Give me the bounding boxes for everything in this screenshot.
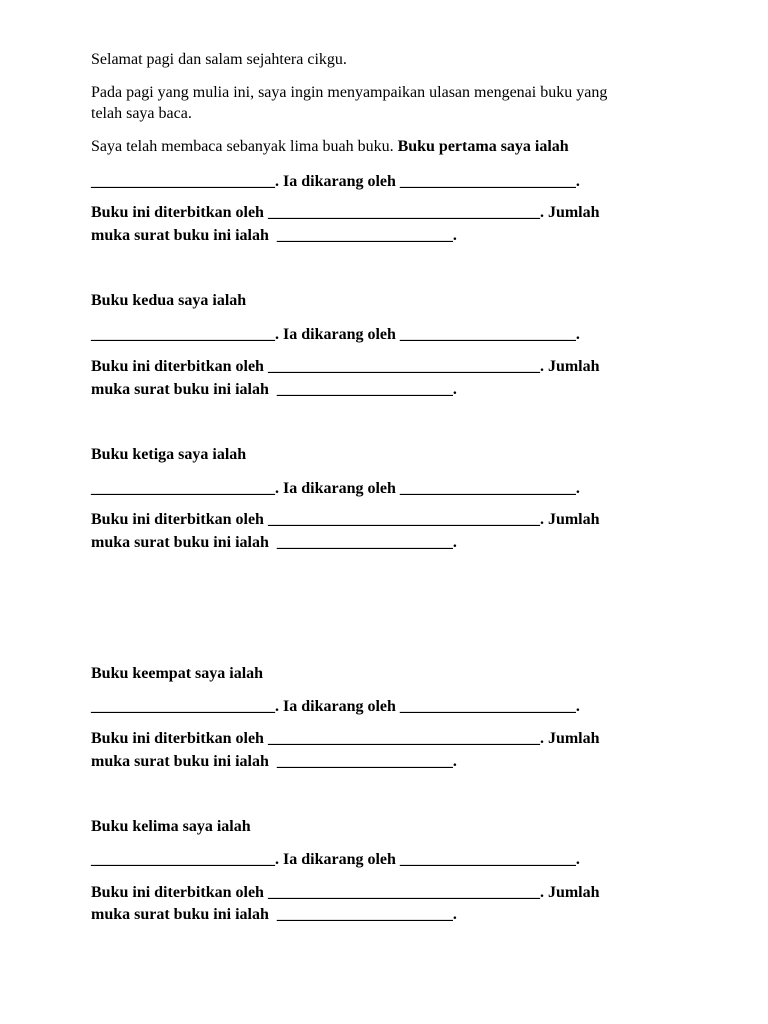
book-4-title-author-line bbox=[91, 697, 580, 717]
book-4-publisher-blank[interactable]: __________________________________ bbox=[267, 730, 540, 747]
book-4-title-blank[interactable]: _______________________ bbox=[91, 698, 275, 715]
publisher-label: Buku ini diterbitkan oleh bbox=[91, 511, 268, 528]
books-count-sentence bbox=[91, 137, 569, 157]
book-5-pages-blank[interactable]: ______________________ bbox=[276, 906, 453, 923]
jumlah-label: . Jumlah bbox=[539, 358, 600, 375]
author-label: . Ia dikarang oleh bbox=[275, 698, 400, 715]
book-3-pages-blank[interactable]: ______________________ bbox=[276, 534, 453, 551]
book-4-pages-line bbox=[91, 752, 457, 772]
author-label: . Ia dikarang oleh bbox=[275, 851, 400, 868]
author-label: . Ia dikarang oleh bbox=[275, 173, 400, 190]
book-3-publisher-blank[interactable]: __________________________________ bbox=[267, 511, 540, 528]
book-5-publisher-blank[interactable]: __________________________________ bbox=[267, 884, 540, 901]
book-4-pages-blank[interactable]: ______________________ bbox=[276, 753, 453, 770]
book-5-title-blank[interactable]: _______________________ bbox=[91, 851, 275, 868]
book-2-author-blank[interactable]: ______________________ bbox=[399, 326, 576, 343]
book-5-pages-line bbox=[91, 905, 457, 925]
intro-paragraph-line-1: Pada pagi yang mulia ini, saya ingin menyampaikan ulasan mengenai buku yang bbox=[91, 84, 608, 101]
book-1-author-blank[interactable]: ______________________ bbox=[399, 173, 576, 190]
book-2-pages-blank[interactable]: ______________________ bbox=[276, 381, 453, 398]
book-2-pages-line bbox=[91, 380, 457, 400]
book-3-publisher-line bbox=[91, 510, 600, 530]
book-1-publisher-line bbox=[91, 203, 600, 223]
period: . bbox=[575, 480, 580, 497]
book-2-publisher-blank[interactable]: __________________________________ bbox=[267, 358, 540, 375]
period: . bbox=[575, 326, 580, 343]
period: . bbox=[452, 381, 457, 398]
author-label: . Ia dikarang oleh bbox=[275, 326, 400, 343]
book-1-title-blank[interactable]: _______________________ bbox=[91, 173, 275, 190]
book-2-title-author-line bbox=[91, 325, 580, 345]
book-5-title-author-line bbox=[91, 850, 580, 870]
period: . bbox=[452, 753, 457, 770]
jumlah-label: . Jumlah bbox=[539, 511, 600, 528]
book-5-author-blank[interactable]: ______________________ bbox=[399, 851, 576, 868]
book-3-title-author-line bbox=[91, 479, 580, 499]
book-3-heading: Buku ketiga saya ialah bbox=[91, 446, 247, 463]
period: . bbox=[452, 227, 457, 244]
book-4-author-blank[interactable]: ______________________ bbox=[399, 698, 576, 715]
book-4-publisher-line bbox=[91, 729, 600, 749]
intro-paragraph-line-2: telah saya baca. bbox=[91, 105, 192, 122]
jumlah-label: . Jumlah bbox=[539, 204, 600, 221]
publisher-label: Buku ini diterbitkan oleh bbox=[91, 358, 268, 375]
books-count-text: Saya telah membaca sebanyak lima buah buku. bbox=[91, 138, 398, 155]
book-4-heading: Buku keempat saya ialah bbox=[91, 665, 264, 682]
book-1-pages-line bbox=[91, 226, 457, 246]
book-2-publisher-line bbox=[91, 357, 600, 377]
period: . bbox=[452, 906, 457, 923]
book-1-heading: Buku pertama saya ialah bbox=[397, 138, 569, 155]
jumlah-label: . Jumlah bbox=[539, 884, 600, 901]
publisher-label: Buku ini diterbitkan oleh bbox=[91, 204, 268, 221]
pages-label: muka surat buku ini ialah bbox=[91, 906, 277, 923]
book-3-author-blank[interactable]: ______________________ bbox=[399, 480, 576, 497]
book-1-pages-blank[interactable]: ______________________ bbox=[276, 227, 453, 244]
pages-label: muka surat buku ini ialah bbox=[91, 753, 277, 770]
book-3-title-blank[interactable]: _______________________ bbox=[91, 480, 275, 497]
jumlah-label: . Jumlah bbox=[539, 730, 600, 747]
greeting-text: Selamat pagi dan salam sejahtera cikgu. bbox=[91, 51, 347, 68]
book-3-pages-line bbox=[91, 533, 457, 553]
period: . bbox=[575, 851, 580, 868]
period: . bbox=[452, 534, 457, 551]
publisher-label: Buku ini diterbitkan oleh bbox=[91, 884, 268, 901]
book-1-title-author-line bbox=[91, 172, 580, 192]
period: . bbox=[575, 173, 580, 190]
author-label: . Ia dikarang oleh bbox=[275, 480, 400, 497]
book-5-heading: Buku kelima saya ialah bbox=[91, 818, 251, 835]
book-2-title-blank[interactable]: _______________________ bbox=[91, 326, 275, 343]
book-5-publisher-line bbox=[91, 883, 600, 903]
publisher-label: Buku ini diterbitkan oleh bbox=[91, 730, 268, 747]
period: . bbox=[575, 698, 580, 715]
book-1-publisher-blank[interactable]: __________________________________ bbox=[267, 204, 540, 221]
pages-label: muka surat buku ini ialah bbox=[91, 534, 277, 551]
pages-label: muka surat buku ini ialah bbox=[91, 227, 277, 244]
pages-label: muka surat buku ini ialah bbox=[91, 381, 277, 398]
book-2-heading: Buku kedua saya ialah bbox=[91, 292, 247, 309]
